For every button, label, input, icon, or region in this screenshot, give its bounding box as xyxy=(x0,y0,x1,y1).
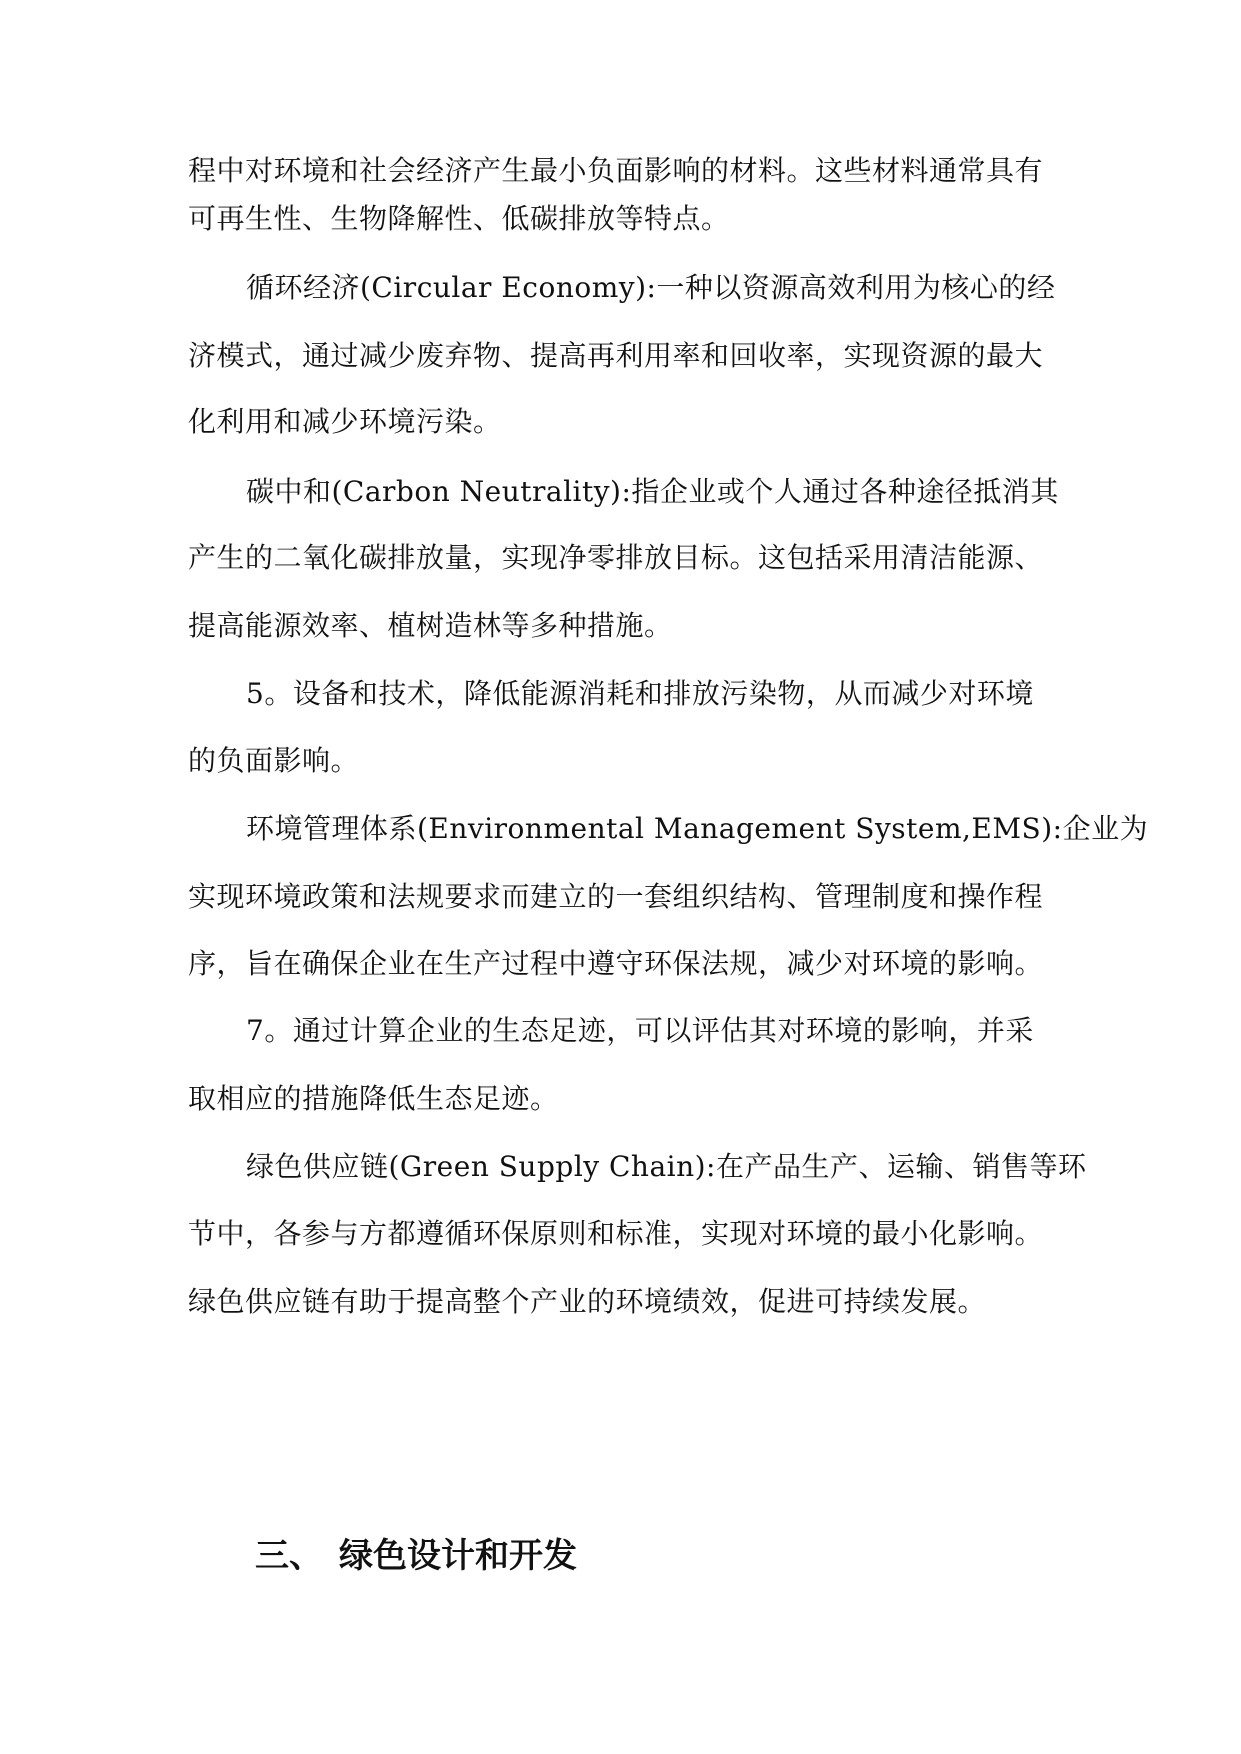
paragraph-line: 序，旨在确保企业在生产过程中遵守环保法规，减少对环境的影响。 xyxy=(188,947,1044,980)
paragraph-line: 产生的二氧化碳排放量，实现净零排放目标。这包括采用清洁能源、 xyxy=(188,541,1044,574)
paragraph-line: 节中，各参与方都遵循环保原则和标准，实现对环境的最小化影响。 xyxy=(188,1217,1044,1250)
paragraph-line: 循环经济(Circular Economy):一种以资源高效利用为核心的经 xyxy=(246,271,1056,304)
paragraph-line: 碳中和(Carbon Neutrality):指企业或个人通过各种途径抵消其 xyxy=(246,475,1059,508)
paragraph-line: 取相应的措施降低生态足迹。 xyxy=(188,1082,559,1115)
paragraph-line: 济模式，通过减少废弃物、提高再利用率和回收率，实现资源的最大 xyxy=(188,339,1044,372)
paragraph-line: 化利用和减少环境污染。 xyxy=(188,405,502,438)
paragraph-line: 环境管理体系(Environmental Management System,EMS):企业为 xyxy=(246,812,1149,845)
paragraph-line: 绿色供应链有助于提高整个产业的环境绩效，促进可持续发展。 xyxy=(188,1285,987,1318)
paragraph-line: 可再生性、生物降解性、低碳排放等特点。 xyxy=(188,202,730,235)
section-heading xyxy=(255,1536,577,1576)
paragraph-line: 程中对环境和社会经济产生最小负面影响的材料。这些材料通常具有 xyxy=(188,154,1044,187)
section-title: 绿色设计和开发 xyxy=(339,1536,577,1576)
paragraph-line: 绿色供应链(Green Supply Chain):在产品生产、运输、销售等环 xyxy=(246,1150,1087,1183)
paragraph-line: 的负面影响。 xyxy=(188,744,360,777)
section-number: 三、 xyxy=(255,1536,323,1576)
paragraph-line: 实现环境政策和法规要求而建立的一套组织结构、管理制度和操作程 xyxy=(188,880,1044,913)
paragraph-line: 5。设备和技术，降低能源消耗和排放污染物，从而减少对环境 xyxy=(246,677,1034,710)
paragraph-line: 提高能源效率、植树造林等多种措施。 xyxy=(188,609,673,642)
paragraph-line: 7。通过计算企业的生态足迹，可以评估其对环境的影响，并采 xyxy=(246,1014,1034,1047)
